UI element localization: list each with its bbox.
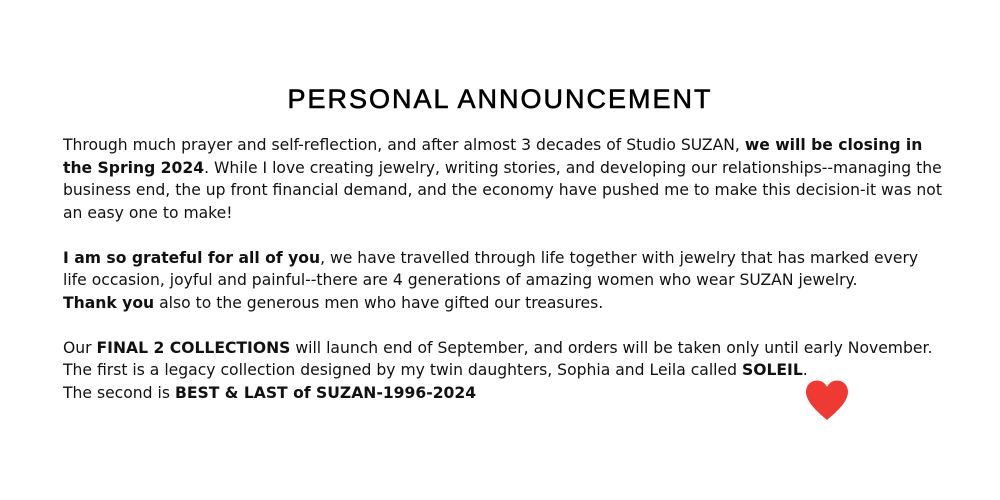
bold-text: Thank you bbox=[63, 293, 155, 312]
bold-text: I am so grateful for all of you bbox=[63, 248, 321, 267]
text-span: Our bbox=[63, 338, 97, 357]
bold-text: we will be closing in the Spring 2024 bbox=[63, 136, 923, 177]
text-span: The first is a legacy collection designed by my twin daughters, Sophia and Leila called bbox=[63, 361, 742, 379]
heart-icon bbox=[804, 379, 850, 421]
text-span: . bbox=[802, 361, 808, 379]
page-title: PERSONAL ANNOUNCEMENT bbox=[287, 84, 713, 114]
text-span: also to the generous men who have gifted our treasures. bbox=[154, 293, 604, 312]
bold-text: SOLEIL bbox=[741, 361, 803, 379]
bold-text: BEST & LAST of SUZAN-1996-2024 bbox=[174, 383, 477, 402]
paragraph-gratitude bbox=[63, 247, 943, 315]
bold-text: FINAL 2 COLLECTIONS bbox=[96, 338, 291, 357]
heart-shape bbox=[806, 381, 848, 421]
announcement-body bbox=[63, 134, 943, 404]
paragraph-closing-notice bbox=[63, 134, 943, 224]
text-span: , we have travelled through life together with jewelry that has marked every life occasion, joyful and painful--there are 4 generations of amazing women who wear SUZAN jewelry. bbox=[63, 248, 919, 289]
text-span: . While I love creating jewelry, writing stories, and developing our relationships--managing the business end, the up front financial demand, and the economy have pushed me to make this decision-it was not an easy one to make! bbox=[63, 158, 942, 222]
text-span: The second is bbox=[63, 383, 175, 402]
text-span: will launch end of September, and orders will be taken only until early November. bbox=[290, 338, 933, 357]
text-span: Through much prayer and self-reflection, and after almost 3 decades of Studio SUZAN, bbox=[63, 136, 745, 154]
